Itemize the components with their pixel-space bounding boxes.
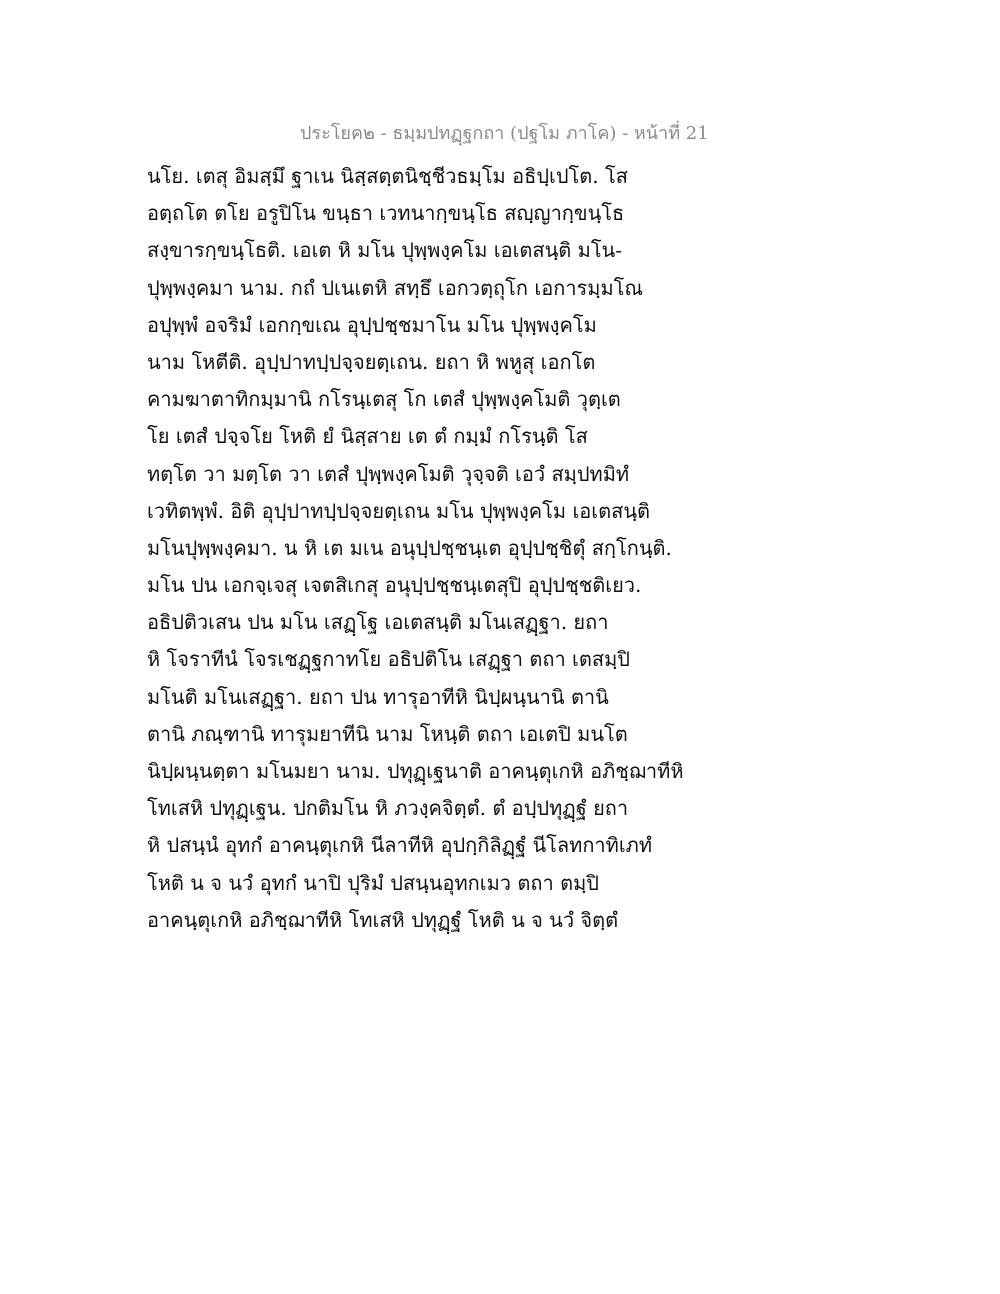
text-line: อปุพฺพํ อจริมํ เอกกฺขเณ อุปฺปชฺชมาโน มโน ปุพฺพงฺคโม xyxy=(147,312,597,337)
text-line: มโนติ มโนเสฏฺฐา. ยถา ปน ทารุอาทีหิ นิปฺผนฺนานิ ตานิ xyxy=(147,684,609,709)
text-line: นโย. เตสุ อิมสฺมึ ฐาเน นิสฺสตฺตนิชฺชีวธมฺโม อธิปฺเปโต. โส xyxy=(147,164,628,188)
text-line: โทเสหิ ปทุฏฺเฐน. ปกติมโน หิ ภวงฺคจิตฺตํ. ตํ อปฺปทุฏฺฐํ ยถา xyxy=(147,796,629,821)
text-line: ปุพฺพงฺคมา นาม. กถํ ปเนเตหิ สทฺธึ เอกวตฺถุโก เอการมฺมโณ xyxy=(147,275,643,300)
page-header: ประโยค๒ - ธมฺมปทฏฺฐกถา (ปฐโม ภาโค) - หน้าที่ 21 xyxy=(300,123,709,144)
text-line: นิปฺผนฺนตฺตา มโนมยา นาม. ปทุฏฺเฐนาติ อาคนฺตุเกหิ อภิชฺฌาทีหิ xyxy=(147,759,684,783)
text-line: อตฺถโต ตโย อรูปิโน ขนฺธา เวทนากฺขนฺโธ สญฺญากฺขนฺโธ xyxy=(147,201,625,226)
text-line: อาคนฺตุเกหิ อภิชฺฌาทีหิ โทเสหิ ปทุฏฺฐํ โหติ น จ นวํ จิตฺตํ xyxy=(147,907,619,932)
text-line: ทตฺโต วา มตฺโต วา เตสํ ปุพฺพงฺคโมติ วุจฺจติ เอวํ สมฺปทมิทํ xyxy=(147,461,630,486)
text-line: หิ ปสนฺนํ อุทกํ อาคนฺตุเกหิ นีลาทีหิ อุปกฺกิลิฏฺฐํ นีโลทกาทิเภทํ xyxy=(147,833,653,858)
text-line: นาม โหตีติ. อุปฺปาทปฺปจฺจยตฺเถน. ยถา หิ พหูสุ เอกโต xyxy=(147,349,596,374)
text-line: เวทิตพฺพํ. อิติ อุปฺปาทปฺปจฺจยตฺเถน มโน ปุพฺพงฺคโม เอเตสนฺติ xyxy=(147,498,650,523)
text-line: หิ โจราทีนํ โจรเชฏฺฐกาทโย อธิปติโน เสฏฺฐา ตถา เตสมฺปิ xyxy=(147,647,630,672)
text-line: โหติ น จ นวํ อุทกํ นาปิ ปุริมํ ปสนฺนอุทกเมว ตถา ตมฺปิ xyxy=(147,870,599,895)
text-line: มโน ปน เอกจฺเจสุ เจตสิเกสุ อนุปฺปชฺชนฺเตสุปิ อุปฺปชฺชติเยว. xyxy=(147,573,642,598)
text-line: โย เตสํ ปจฺจโย โหติ ยํ นิสฺสาย เต ตํ กมฺมํ กโรนฺติ โส xyxy=(147,424,588,449)
text-line: มโนปุพฺพงฺคมา. น หิ เต มเน อนุปฺปชฺชนฺเต อุปฺปชฺชิตุํ สกฺโกนฺติ. xyxy=(147,535,672,560)
text-line: ตานิ ภณฺฑานิ ทารุมยาทีนิ นาม โหนฺติ ตถา เอเตปิ มนโต xyxy=(147,721,628,746)
body-text xyxy=(147,158,692,939)
text-line: สงฺขารกฺขนฺโธติ. เอเต หิ มโน ปุพฺพงฺคโม เอเตสนฺติ มโน- xyxy=(147,238,622,263)
text-line: คามฆาตาทิกมฺมานิ กโรนฺเตสุ โก เตสํ ปุพฺพงฺคโมติ วุตฺเต xyxy=(147,387,621,412)
text-line: อธิปติวเสน ปน มโน เสฏฺโฐ เอเตสนฺติ มโนเสฏฺฐา. ยถา xyxy=(147,610,609,635)
